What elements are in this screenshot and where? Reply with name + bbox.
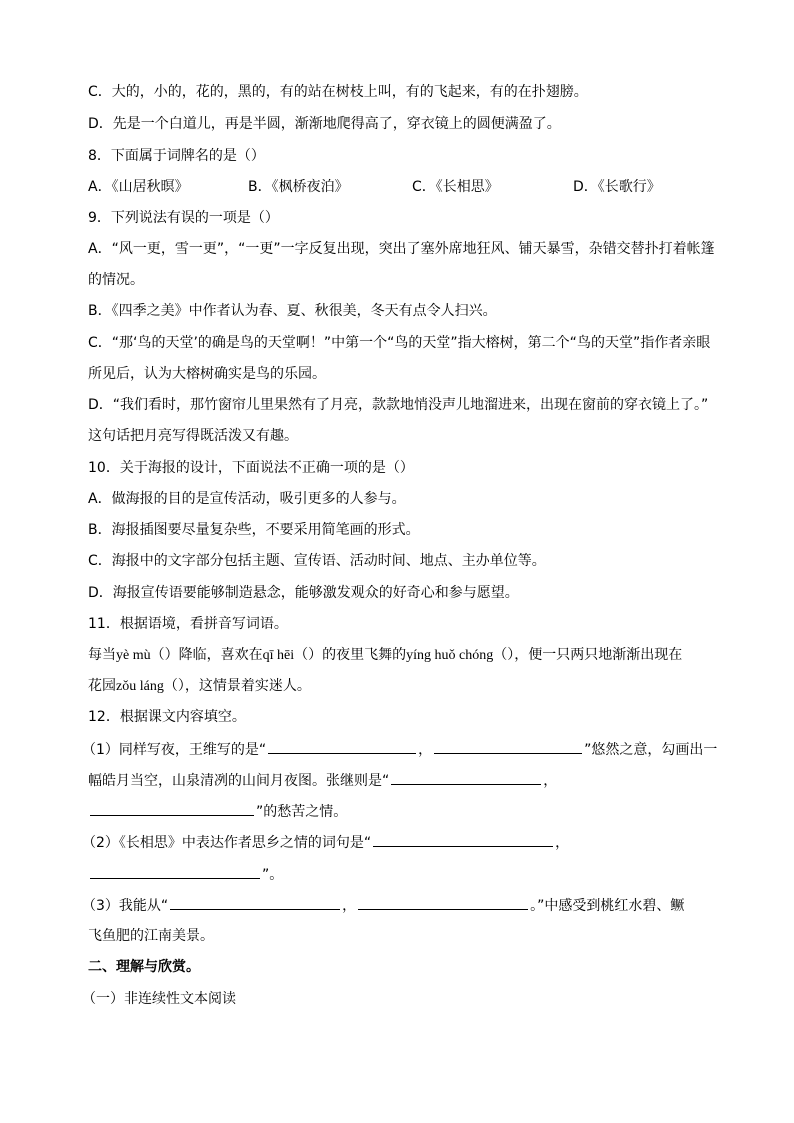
q12-comma: ， <box>555 835 570 851</box>
q11-sentence-line1 <box>88 645 708 666</box>
q12-3-suffix: 。”中感受到桃红水碧、鳜 <box>530 898 685 914</box>
q8-option-c: C．《长相思》 <box>412 179 499 195</box>
q11-text-3: （）的夜里飞舞的 <box>294 647 407 663</box>
q12-1-middle: 幅皓月当空，山泉清冽的山间月夜图。张继则是“ <box>88 773 390 789</box>
q12-part2-line1 <box>82 832 702 853</box>
q8-option-a: A．《山居秋暝》 <box>88 179 189 195</box>
q8-option-b: B．《枫桥夜泊》 <box>248 179 349 195</box>
q10-option-b: B．海报插图要尽量复杂些，不要采用简笔画的形式。 <box>88 522 420 538</box>
question-12: 12．根据课文内容填空。 <box>88 709 246 725</box>
question-8: 8．下面属于词牌名的是（） <box>88 148 265 164</box>
q11-sentence-line2 <box>88 676 708 697</box>
q12-1-suffix: ”悠然之意，勾画出一 <box>584 742 718 758</box>
question-11: 11．根据语境，看拼音写词语。 <box>88 616 288 632</box>
q12-part3-line1 <box>82 895 702 916</box>
q10-option-d: D．海报宣传语要能够制造悬念，能够激发观众的好奇心和参与愿望。 <box>88 585 519 601</box>
answer-blank[interactable] <box>358 895 528 910</box>
q11-text-5: 花园 <box>88 678 116 694</box>
question-10: 10．关于海报的设计，下面说法不正确一项的是（） <box>88 460 414 476</box>
question-9: 9．下列说法有误的一项是（） <box>88 210 279 226</box>
q12-2-prefix: （2）《长相思》中表达作者思乡之情的词句是“ <box>82 835 372 851</box>
q12-3-prefix: （3）我能从“ <box>82 898 169 914</box>
q12-part2-line2 <box>88 864 708 885</box>
pinyin-zou-lang: zǒu láng <box>116 679 164 694</box>
answer-blank[interactable] <box>90 801 254 816</box>
section-2-subheading: （一）非连续性文本阅读 <box>82 991 236 1007</box>
q11-text-4: （），便一只两只地渐渐出现在 <box>493 647 683 663</box>
option-c-text: C．大的，小的，花的，黑的，有的站在树枝上叫，有的飞起来，有的在扑翅膀。 <box>88 84 588 100</box>
q11-text-1: 每当 <box>88 647 116 663</box>
q9-option-c-line1: C．“那‘鸟的天堂’的确是鸟的天堂啊！”中第一个“鸟的天堂”指大榕树，第二个“鸟的天堂”指作者亲眼 <box>88 335 711 351</box>
q12-part1-line3 <box>88 801 708 822</box>
q12-2-end: ”。 <box>262 867 284 883</box>
answer-blank[interactable] <box>268 739 416 754</box>
q12-comma: ， <box>418 742 433 758</box>
answer-blank[interactable] <box>90 864 260 879</box>
q12-comma: ， <box>543 773 558 789</box>
q8-option-d: D．《长歌行》 <box>573 179 661 195</box>
q11-text-2: （）降临，喜欢在 <box>150 647 263 663</box>
option-d-text: D．先是一个白道儿，再是半圆，渐渐地爬得高了，穿衣镜上的圆便满盈了。 <box>88 116 561 132</box>
pinyin-ying-huo-chong: yíng huǒ chóng <box>406 648 494 663</box>
q9-option-d-line2: 这句话把月亮写得既活泼又有趣。 <box>88 428 298 444</box>
answer-blank[interactable] <box>434 739 582 754</box>
q12-part3-line2: 飞鱼肥的江南美景。 <box>88 928 214 944</box>
q10-option-c: C．海报中的文字部分包括主题、宣传语、活动时间、地点、主办单位等。 <box>88 553 546 569</box>
section-2-heading: 二、理解与欣赏。 <box>88 959 200 975</box>
answer-blank[interactable] <box>391 770 541 785</box>
answer-blank[interactable] <box>170 895 340 910</box>
q11-text-6: （），这情景着实迷人。 <box>163 678 311 694</box>
q12-1-end: ”的愁苦之情。 <box>256 804 348 820</box>
q9-option-a-line2: 的情况。 <box>88 272 144 288</box>
pinyin-qi-hei: qī hēi <box>262 648 295 663</box>
q12-1-prefix: （1）同样写夜，王维写的是“ <box>82 742 267 758</box>
q10-option-a: A．做海报的目的是宣传活动，吸引更多的人参与。 <box>88 491 406 507</box>
q9-option-c-line2: 所见后，认为大榕树确实是鸟的乐园。 <box>88 366 326 382</box>
q12-part1-line1 <box>82 739 718 760</box>
q9-option-d-line1: D．“我们看时，那竹窗帘儿里果然有了月亮，款款地悄没声儿地溜进来，出现在窗前的穿衣镜上了。” <box>88 397 709 413</box>
q9-option-b: B．《四季之美》中作者认为春、夏、秋很美，冬天有点令人扫兴。 <box>88 303 497 319</box>
pinyin-ye-mu: yè mù <box>116 648 151 663</box>
q9-option-a-line1: A．“风一更，雪一更”，“一更”一字反复出现，突出了塞外席地狂风、铺天暴雪，杂错交替扑打着帐篷 <box>88 241 715 257</box>
q12-comma: ， <box>342 898 357 914</box>
q12-part1-line2 <box>88 770 708 791</box>
answer-blank[interactable] <box>373 832 553 847</box>
